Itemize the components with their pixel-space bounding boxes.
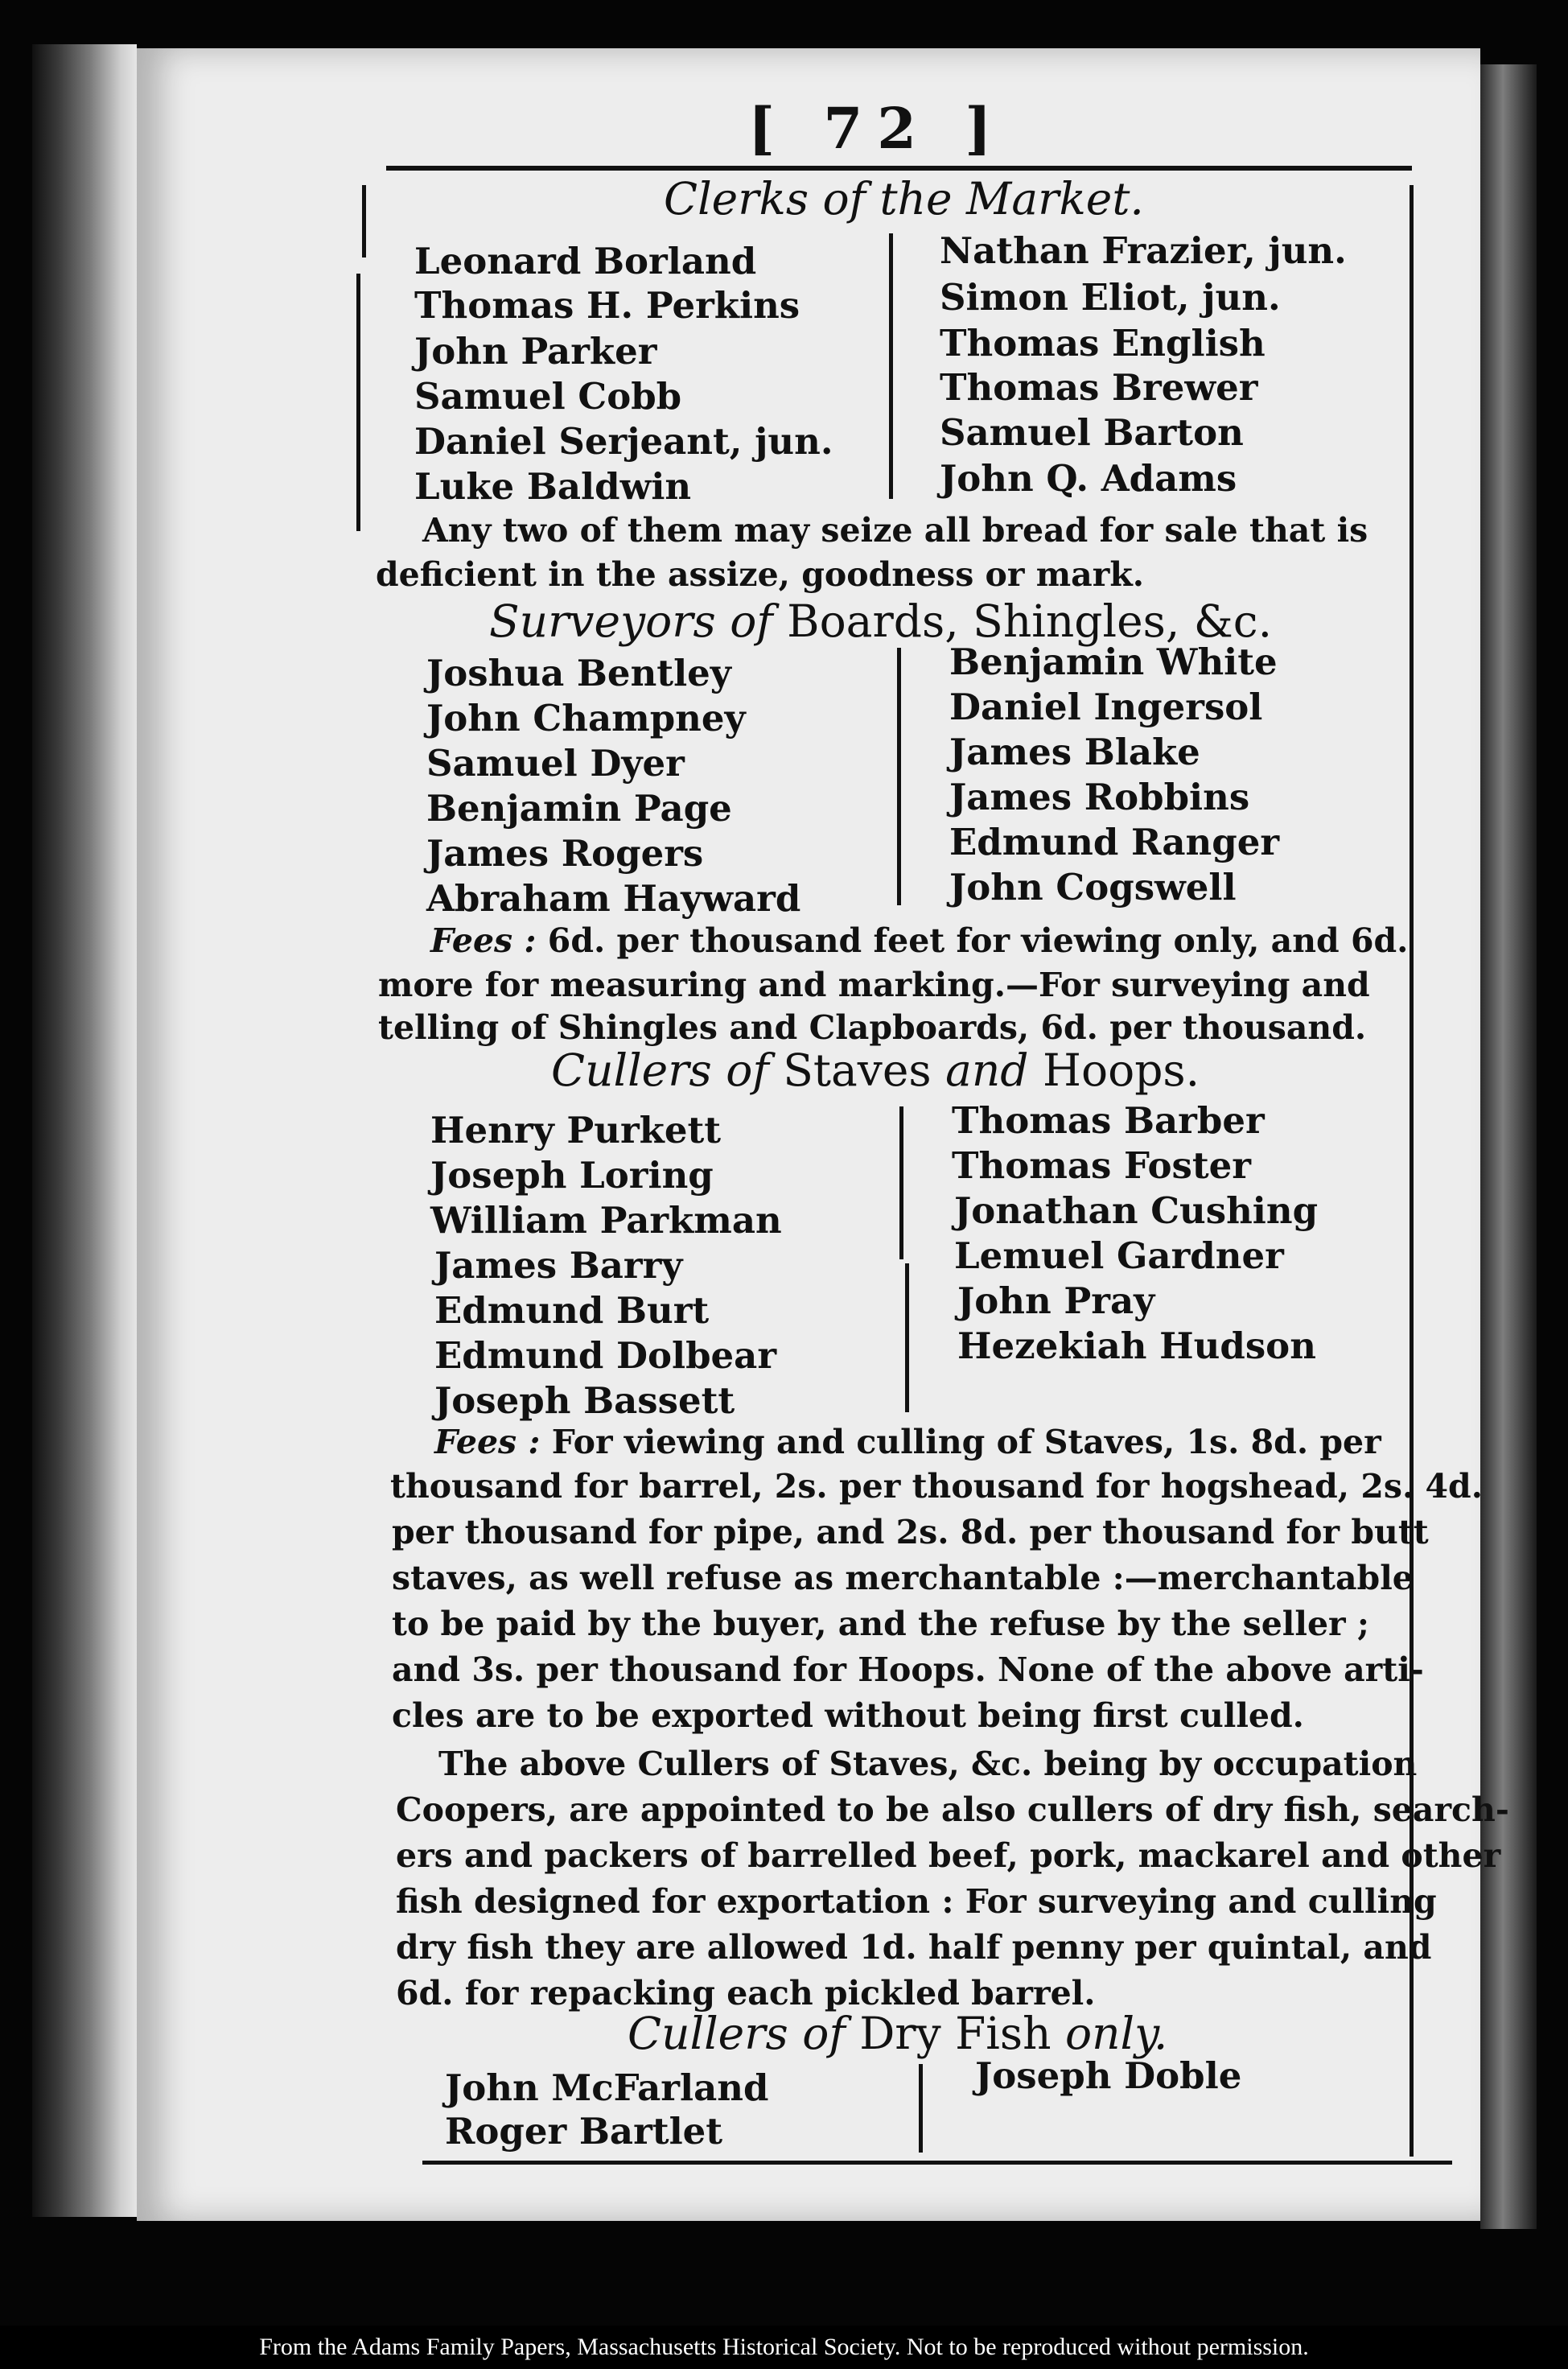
column-divider (905, 1263, 909, 1412)
list-item: Thomas H. Perkins (414, 284, 800, 327)
list-item: Samuel Cobb (414, 375, 682, 418)
surveyors-fees-line (430, 921, 1408, 960)
page-number: [ 72 ] (748, 95, 1006, 162)
list-item: James Rogers (426, 832, 704, 875)
list-item: Thomas English (940, 322, 1266, 365)
book-spine (32, 44, 137, 2217)
heading-italic: and (945, 1044, 1029, 1096)
list-item: John Q. Adams (940, 457, 1237, 500)
staves-note-line: The above Cullers of Staves, &c. being by occupation (438, 1745, 1418, 1783)
surveyors-fees-line: more for measuring and marking.—For surveying and (378, 966, 1370, 1004)
staves-note-line: fish designed for exportation : For surveying and culling (396, 1882, 1437, 1921)
page-edge (1480, 64, 1537, 2229)
heading-italic: Cullers of (628, 2008, 846, 2059)
list-item: James Barry (434, 1244, 683, 1287)
clerks-note-line: deficient in the assize, goodness or mark. (376, 555, 1145, 594)
staves-note-line: 6d. for repacking each pickled barrel. (396, 1974, 1096, 2013)
column-divider (897, 648, 901, 905)
heading-text: Dry Fish (859, 2008, 1052, 2059)
staves-fees-line: to be paid by the buyer, and the refuse by the seller ; (392, 1605, 1370, 1643)
list-item: Joseph Loring (430, 1154, 714, 1197)
list-item: Lemuel Gardner (954, 1234, 1284, 1277)
list-item: Nathan Frazier, jun. (940, 229, 1347, 272)
list-item: Henry Purkett (430, 1109, 722, 1152)
list-item: Samuel Barton (940, 411, 1244, 454)
left-border (362, 185, 366, 258)
list-item: John Cogswell (949, 866, 1237, 908)
left-border (356, 274, 360, 531)
clerks-note-line: Any two of them may seize all bread for sale that is (422, 511, 1368, 550)
list-item: Jonathan Cushing (954, 1189, 1319, 1232)
list-item: Edmund Burt (434, 1289, 710, 1332)
heading-text: Boards, Shingles, &c. (787, 595, 1273, 647)
list-item: Thomas Foster (952, 1144, 1251, 1187)
heading-italic: Surveyors of (489, 595, 773, 647)
list-item: Simon Eliot, jun. (940, 276, 1281, 319)
top-rule (386, 166, 1412, 171)
list-item: John Champney (426, 697, 746, 740)
staves-note-line: dry fish they are allowed 1d. half penny per quintal, and (396, 1928, 1432, 1967)
list-item: Leonard Borland (414, 240, 757, 282)
staves-note-line: Coopers, are appointed to be also cullers of dry fish, search- (396, 1790, 1509, 1829)
staves-fees-line: per thousand for pipe, and 2s. 8d. per thousand for butt (392, 1513, 1429, 1551)
list-item: Daniel Serjeant, jun. (414, 420, 833, 463)
staves-fees-line: cles are to be exported without being first culled. (392, 1696, 1304, 1735)
list-item: Daniel Ingersol (949, 686, 1263, 728)
column-divider (919, 2064, 923, 2153)
heading-text: Staves (783, 1044, 932, 1096)
staves-fees-line: staves, as well refuse as merchantable :—merchantable (392, 1559, 1414, 1597)
column-divider (899, 1106, 903, 1259)
staves-fees-line: and 3s. per thousand for Hoops. None of the above arti- (392, 1650, 1424, 1689)
list-item: John Pray (957, 1279, 1155, 1322)
heading-text: Hoops. (1043, 1044, 1200, 1096)
list-item: Roger Bartlet (445, 2110, 723, 2153)
list-item: Hezekiah Hudson (957, 1325, 1316, 1367)
list-item: Joshua Bentley (426, 652, 731, 694)
clerks-heading: Clerks of the Market. (664, 173, 1144, 225)
list-item: Thomas Barber (952, 1099, 1265, 1142)
staves-note-line: ers and packers of barrelled beef, pork, mackarel and other (396, 1836, 1501, 1875)
fees-text: 6d. per thousand feet for viewing only, and 6d. (536, 921, 1409, 960)
list-item: Benjamin White (949, 641, 1278, 683)
bottom-rule (422, 2161, 1452, 2165)
list-item: Benjamin Page (426, 787, 732, 830)
cullers-staves-heading (551, 1044, 1200, 1096)
list-item: Thomas Brewer (940, 366, 1258, 409)
list-item: John McFarland (445, 2066, 769, 2109)
list-item: Abraham Hayward (426, 877, 801, 920)
surveyors-fees-line: telling of Shingles and Clapboards, 6d. per thousand. (378, 1008, 1367, 1047)
heading-italic: only. (1065, 2008, 1168, 2059)
list-item: Edmund Ranger (949, 821, 1280, 863)
surveyors-heading (489, 595, 1272, 647)
list-item: Edmund Dolbear (434, 1334, 777, 1377)
fees-text: For viewing and culling of Staves, 1s. 8d. per (540, 1423, 1381, 1461)
staves-fees-line (434, 1423, 1381, 1461)
cullers-fish-heading (628, 2008, 1167, 2059)
list-item: William Parkman (430, 1199, 782, 1242)
fees-label: Fees : (430, 921, 537, 960)
heading-italic: Cullers of (551, 1044, 769, 1096)
list-item: John Parker (414, 330, 657, 373)
list-item: Joseph Bassett (434, 1379, 735, 1422)
copyright-footer: From the Adams Family Papers, Massachusetts Historical Society. Not to be reproduced without permission. (0, 2326, 1568, 2369)
list-item: James Robbins (949, 776, 1250, 818)
list-item: Luke Baldwin (414, 465, 692, 508)
staves-fees-line: thousand for barrel, 2s. per thousand for hogshead, 2s. 4d. (390, 1467, 1483, 1506)
list-item: James Blake (949, 731, 1200, 773)
list-item: Joseph Doble (975, 2054, 1242, 2097)
fees-label: Fees : (434, 1423, 541, 1461)
list-item: Samuel Dyer (426, 742, 685, 785)
column-divider (889, 233, 893, 499)
